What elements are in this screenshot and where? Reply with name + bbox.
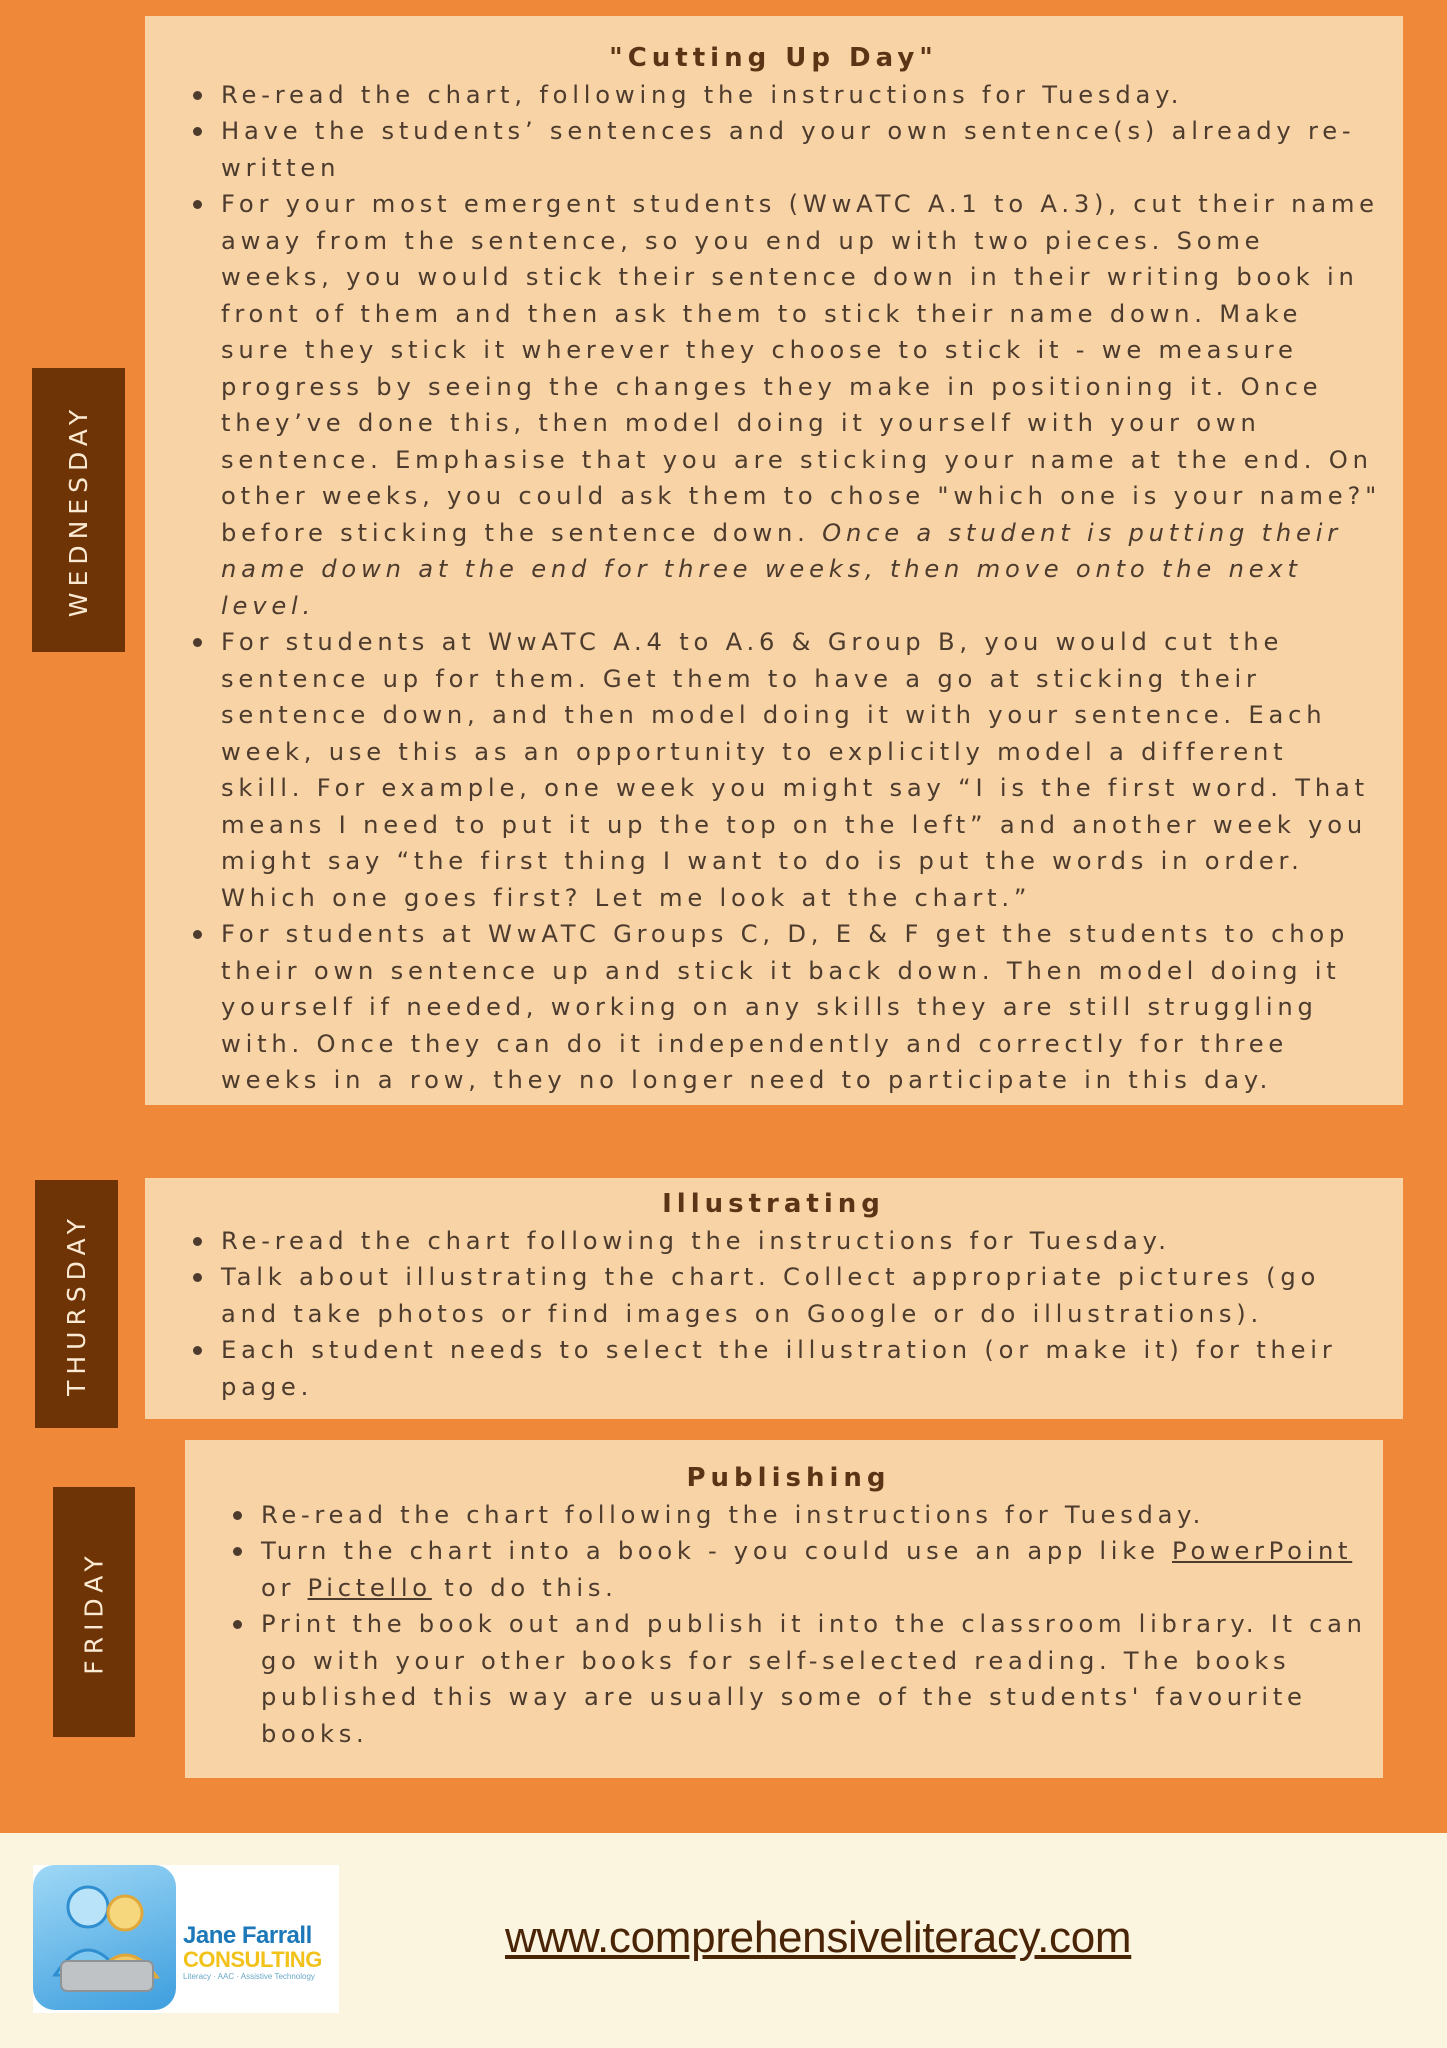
friday-tab-label: FRIDAY	[79, 1549, 109, 1675]
wednesday-bullet-1: Re-read the chart, following the instructions for Tuesday.	[164, 77, 1383, 114]
friday-bullet-1: Re-read the chart following the instructions for Tuesday.	[204, 1497, 1373, 1534]
thursday-bullet-2: Talk about illustrating the chart. Collect appropriate pictures (go and take photos or find images on Google or do illustrations).	[164, 1259, 1383, 1332]
powerpoint-link[interactable]: PowerPoint	[1172, 1537, 1353, 1565]
friday-bullet-list	[204, 1497, 1373, 1753]
wednesday-title: "Cutting Up Day"	[609, 43, 938, 73]
thursday-day-tab	[35, 1180, 118, 1428]
bullet-dot-icon	[193, 1346, 202, 1355]
thursday-panel	[145, 1178, 1403, 1419]
bullet-dot-icon	[193, 200, 202, 209]
wednesday-bullet-2: Have the students’ sentences and your own sentence(s) already re-written	[164, 113, 1383, 186]
friday-bullet-3: Print the book out and publish it into the classroom library. It can go with your other books for self-selected reading. The books published this way are usually some of the students' favourite books.	[204, 1606, 1373, 1752]
friday-title: Publishing	[686, 1463, 891, 1493]
wednesday-bullet-3-italic: Once a student is putting their name down at the end for three weeks, then move onto the next level.	[221, 518, 1342, 620]
logo-consulting: CONSULTING	[183, 1947, 322, 1972]
bullet-dot-icon	[193, 1237, 202, 1246]
logo-tagline: Literacy · AAC · Assistive Technology	[183, 1972, 315, 1981]
wednesday-day-tab	[32, 368, 125, 652]
friday-panel	[185, 1440, 1383, 1778]
page-footer	[0, 1833, 1447, 2048]
friday-bullet-2: Turn the chart into a book - you could use an app like PowerPoint or Pictello to do this.	[204, 1533, 1373, 1606]
bullet-dot-icon	[193, 127, 202, 136]
bullet-dot-icon	[233, 1620, 242, 1629]
website-link[interactable]: www.comprehensiveliteracy.com	[505, 1913, 1132, 1962]
jane-farrall-logo	[33, 1865, 339, 2013]
bullet-dot-icon	[193, 638, 202, 647]
bullet-dot-icon	[193, 930, 202, 939]
wednesday-panel	[145, 16, 1403, 1105]
logo-text	[183, 1923, 322, 1983]
thursday-tab-label: THURSDAY	[62, 1212, 92, 1396]
wednesday-bullet-4: For students at WwATC A.4 to A.6 & Group B, you would cut the sentence up for them. Get them to have a go at sticking their sentence down, and then model doing it with your sentence. Each week, use this as an opportunity to explicitly model a different skill. For example, one week you might say “I is the first word. That means I need to put it up the top on the left” and another week you might say “the first thing I want to do is put the words in order. Which one goes first? Let me look at the chart.”	[164, 624, 1383, 916]
thursday-bullet-3: Each student needs to select the illustration (or make it) for their page.	[164, 1332, 1383, 1405]
thursday-bullet-1: Re-read the chart following the instructions for Tuesday.	[164, 1223, 1383, 1260]
wednesday-bullet-list	[164, 77, 1383, 1099]
bullet-dot-icon	[233, 1511, 242, 1520]
wednesday-bullet-3: For your most emergent students (WwATC A.1 to A.3), cut their name away from the sentence, so you end up with two pieces. Some weeks, you would stick their sentence down in their writing book in front of them and then ask them to stick their name down. Make sure they stick it wherever they choose to stick it - we measure progress by seeing the changes they make in positioning it. Once they’ve done this, then model doing it yourself with your own sentence. Emphasise that you are sticking your name at the end. On other weeks, you could ask them to chose "which one is your name?" before sticking the sentence down. Once a student is putting their name down at the end for three weeks, then move onto the next level.	[164, 186, 1383, 624]
friday-day-tab	[53, 1487, 135, 1737]
wednesday-tab-label: WEDNESDAY	[64, 403, 93, 617]
people-reading-logo-icon	[33, 1865, 176, 2010]
bullet-dot-icon	[233, 1547, 242, 1556]
wednesday-bullet-5: For students at WwATC Groups C, D, E & F get the students to chop their own sentence up and stick it back down. Then model doing it yourself if needed, working on any skills they are still struggling with. Once they can do it independently and correctly for three weeks in a row, they no longer need to participate in this day.	[164, 916, 1383, 1099]
bullet-dot-icon	[193, 91, 202, 100]
logo-name: Jane Farrall	[183, 1922, 312, 1949]
bullet-dot-icon	[193, 1273, 202, 1282]
thursday-bullet-list	[164, 1223, 1383, 1406]
thursday-title: Illustrating	[662, 1189, 885, 1219]
pictello-link[interactable]: Pictello	[307, 1573, 432, 1602]
